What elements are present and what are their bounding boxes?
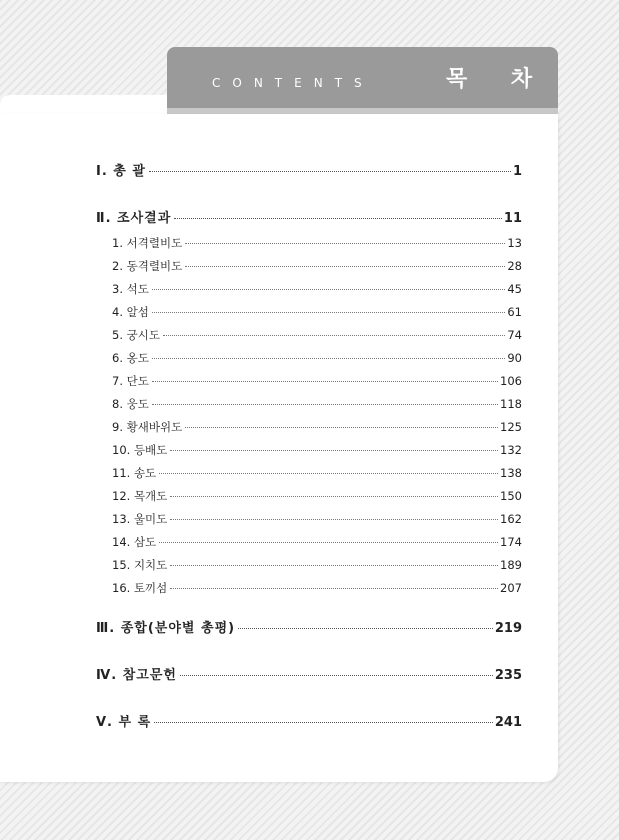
toc-entry-label: 13. 울미도 [112, 512, 168, 526]
toc-page-number: 132 [500, 443, 522, 457]
toc-page-number: 174 [500, 535, 522, 549]
toc-section[interactable] [112, 234, 522, 252]
toc-page-number: 45 [507, 282, 522, 296]
toc-page-number: 207 [500, 581, 522, 595]
dot-leader [152, 358, 506, 359]
toc-section[interactable] [112, 533, 522, 551]
toc-entry-label: 16. 토끼섬 [112, 581, 168, 595]
dot-leader [174, 218, 502, 219]
toc-page-number: 61 [507, 305, 522, 319]
toc-page-number: 189 [500, 558, 522, 572]
toc-page-number: 125 [500, 420, 522, 434]
toc-page-number: 13 [507, 236, 522, 250]
toc-page-number: 235 [494, 668, 522, 683]
toc-page-number: 150 [500, 489, 522, 503]
toc-entry-label: Ⅰ. 총 괄 [96, 164, 146, 179]
toc-chapter-survey-results[interactable] [96, 209, 522, 229]
dot-leader [163, 335, 505, 336]
toc-entry-label: 9. 황새바위도 [112, 420, 183, 434]
toc-page-number: 241 [494, 715, 522, 730]
toc-page-number: 28 [507, 259, 522, 273]
toc-section[interactable] [112, 326, 522, 344]
toc-section[interactable] [112, 487, 522, 505]
toc-chapter-general[interactable] [96, 162, 522, 182]
toc-entry-label: 14. 삼도 [112, 535, 157, 549]
dot-leader [185, 243, 505, 244]
toc-entry-label: 7. 단도 [112, 374, 149, 388]
toc-page-number: 1 [512, 164, 522, 179]
toc-section[interactable] [112, 418, 522, 436]
dot-leader [185, 266, 505, 267]
dot-leader [159, 473, 498, 474]
toc-entry-label: 8. 웅도 [112, 397, 149, 411]
toc-page-number: 106 [500, 374, 522, 388]
toc-entry-label: 5. 궁시도 [112, 328, 160, 342]
dot-leader [152, 312, 506, 313]
toc-section[interactable] [112, 464, 522, 482]
contents-label: CONTENTS [212, 76, 374, 90]
dot-leader [170, 450, 498, 451]
toc-section[interactable] [112, 510, 522, 528]
toc-page-number: 90 [507, 351, 522, 365]
toc-section[interactable] [112, 556, 522, 574]
toc-section[interactable] [112, 349, 522, 367]
toc-entry-label: 2. 동격렬비도 [112, 259, 183, 273]
toc-page-number: 74 [507, 328, 522, 342]
dot-leader [180, 675, 493, 676]
toc-page-number: 219 [494, 621, 522, 636]
toc-entry-label: Ⅲ. 종합(분야별 총평) [96, 621, 236, 636]
dot-leader [154, 722, 493, 723]
page-title: 목 차 [446, 67, 551, 92]
dot-leader [159, 542, 498, 543]
toc-entry-label: Ⅱ. 조사결과 [96, 211, 172, 226]
dot-leader [149, 171, 511, 172]
toc-entry-label: 12. 목개도 [112, 489, 168, 503]
dot-leader [152, 381, 498, 382]
dot-leader [170, 565, 498, 566]
dot-leader [152, 404, 498, 405]
toc-entry-label: 15. 지치도 [112, 558, 168, 572]
toc-chapter-appendix[interactable] [96, 713, 522, 733]
toc-page-number: 138 [500, 466, 522, 480]
toc-entry-label: 1. 서격렬비도 [112, 236, 183, 250]
toc-entry-label: 10. 등배도 [112, 443, 168, 457]
dot-leader [152, 289, 506, 290]
toc-page-number: 118 [500, 397, 522, 411]
toc-entry-label: 6. 옹도 [112, 351, 149, 365]
dot-leader [185, 427, 498, 428]
dot-leader [170, 588, 498, 589]
toc-chapter-references[interactable] [96, 666, 522, 686]
toc-entry-label: Ⅳ. 참고문헌 [96, 668, 177, 683]
dot-leader [170, 496, 498, 497]
toc-section[interactable] [112, 372, 522, 390]
toc-entry-label: 3. 석도 [112, 282, 149, 296]
toc-entry-label: Ⅴ. 부 록 [96, 715, 152, 730]
toc-section[interactable] [112, 441, 522, 459]
toc-page-number: 11 [503, 211, 522, 226]
toc-section[interactable] [112, 579, 522, 597]
toc-section[interactable] [112, 257, 522, 275]
dot-leader [170, 519, 498, 520]
toc-entry-label: 11. 송도 [112, 466, 157, 480]
dot-leader [238, 628, 493, 629]
toc-page-number: 162 [500, 512, 522, 526]
toc-entry-label: 4. 알섬 [112, 305, 149, 319]
toc-section[interactable] [112, 280, 522, 298]
toc-section[interactable] [112, 395, 522, 413]
toc-section[interactable] [112, 303, 522, 321]
toc-chapter-summary[interactable] [96, 619, 522, 639]
